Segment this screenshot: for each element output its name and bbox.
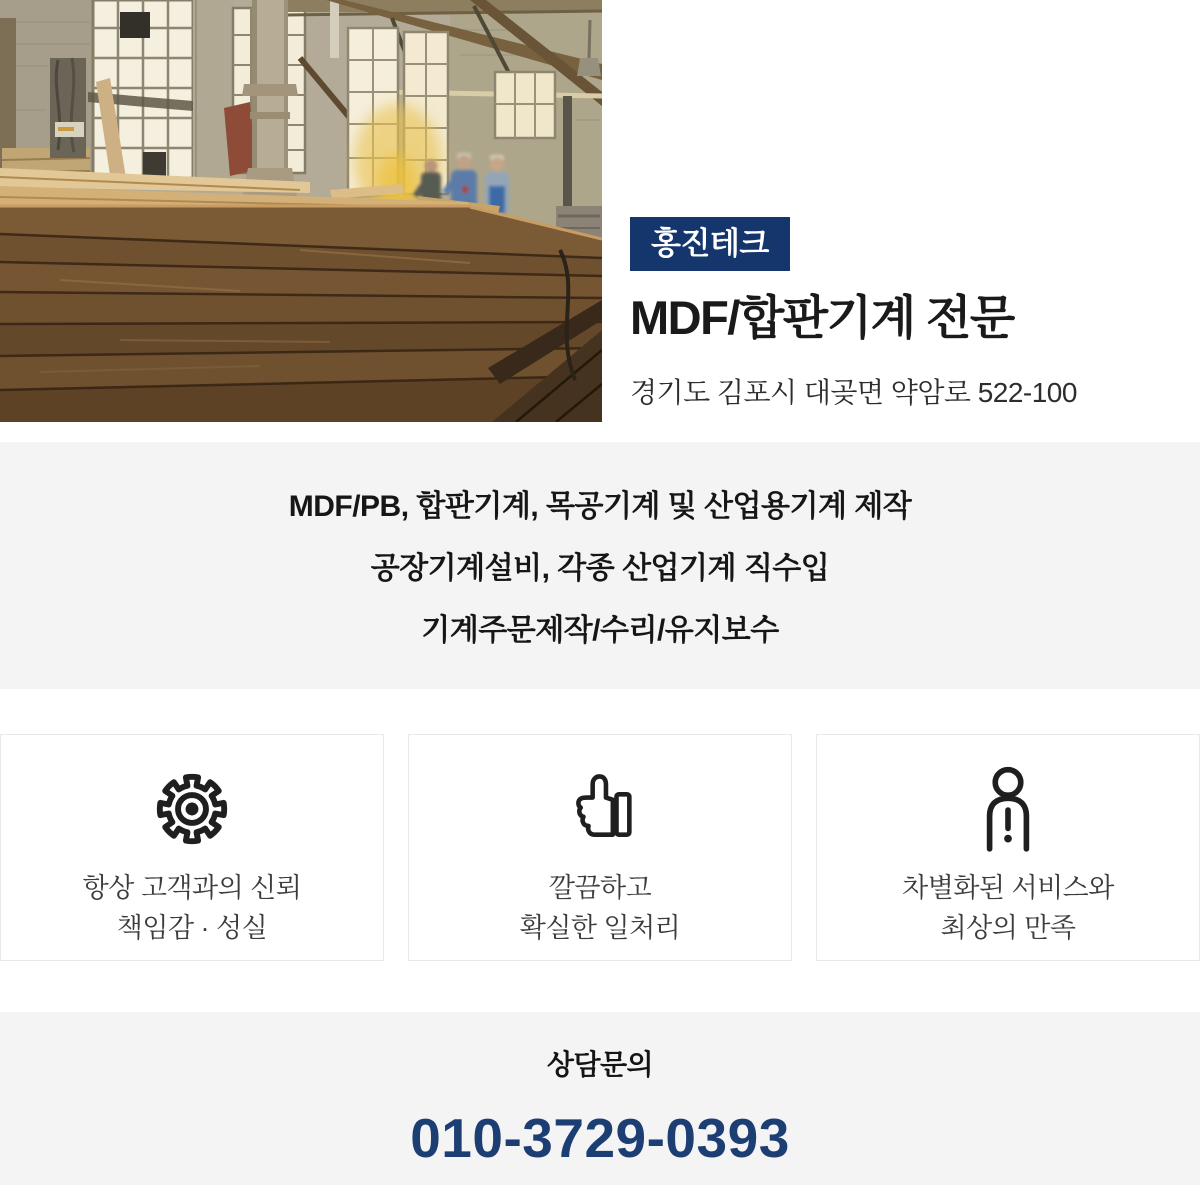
page-title: MDF/합판기계 전문 bbox=[630, 291, 1014, 344]
feature-text bbox=[409, 868, 791, 948]
features-section bbox=[0, 689, 1200, 1012]
contact-label: 상담문의 bbox=[546, 1049, 654, 1080]
feature-line: 확실한 일처리 bbox=[519, 913, 681, 943]
feature-card-service bbox=[816, 734, 1200, 961]
service-line: MDF/PB, 합판기계, 목공기계 및 산업용기계 제작 bbox=[288, 490, 912, 523]
workshop-photo bbox=[0, 0, 602, 422]
service-line: 공장기계설비, 각종 산업기계 직수입 bbox=[370, 552, 830, 585]
contact-phone-number: 010-3729-0393 bbox=[410, 1107, 790, 1169]
hero-section bbox=[0, 0, 1200, 442]
feature-line: 최상의 만족 bbox=[940, 913, 1076, 943]
company-badge: 홍진테크 bbox=[630, 217, 790, 271]
feature-card-trust bbox=[0, 734, 384, 961]
hero-copy bbox=[630, 217, 1190, 411]
thumbs-up-icon bbox=[409, 765, 791, 853]
contact-band bbox=[0, 1012, 1200, 1185]
feature-line: 깔끔하고 bbox=[548, 873, 652, 903]
services-band bbox=[0, 442, 1200, 689]
feature-text bbox=[817, 868, 1199, 948]
service-line: 기계주문제작/수리/유지보수 bbox=[421, 614, 779, 647]
feature-line: 차별화된 서비스와 bbox=[902, 873, 1114, 903]
feature-card-quality bbox=[408, 734, 792, 961]
gear-icon bbox=[1, 765, 383, 853]
feature-line: 책임감 · 성실 bbox=[116, 913, 268, 943]
company-address: 경기도 김포시 대곶면 약암로 522-100 bbox=[630, 376, 1077, 408]
feature-cards bbox=[0, 734, 1200, 961]
feature-text bbox=[1, 868, 383, 948]
person-icon bbox=[817, 765, 1199, 853]
feature-line: 항상 고객과의 신뢰 bbox=[82, 873, 302, 903]
